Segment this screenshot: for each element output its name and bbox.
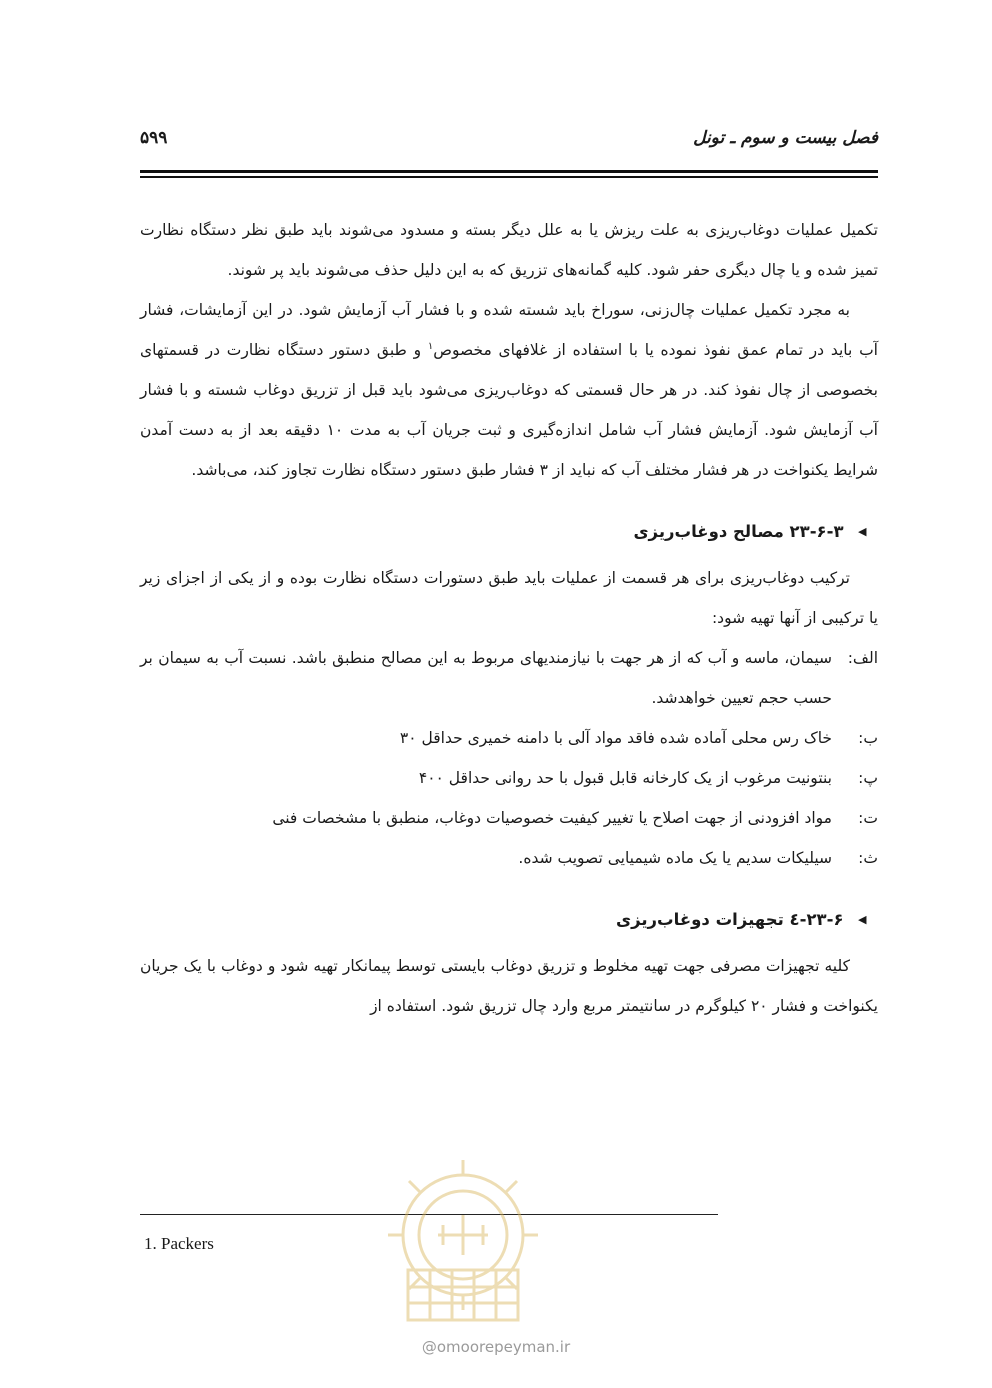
chapter-title: فصل بیست و سوم ـ تونل [693, 128, 878, 148]
list-item [140, 758, 878, 798]
list-item-text: مواد افزودنی از جهت اصلاح یا تغییر کیفیت خصوصیات دوغاب، منطبق با مشخصات فنی [272, 809, 832, 827]
watermark-url: @omoorepeyman.ir [421, 1338, 571, 1356]
list-item-text: خاک رس محلی آماده شده فاقد مواد آلی با دامنه خمیری حداقل ۳۰ [399, 729, 832, 747]
main-content [140, 210, 878, 1026]
paragraph-2-part-b: و طبق دستور دستگاه نظارت در قسمتهای بخصوصی از چال نفوذ کند. در هر حال قسمتی که دوغاب‌ریزی می‌شود باید قبل از تزریق دوغاب شسته و با فشار آب آزمایش شود. آزمایش فشار آب شامل اندازه‌گیری و ثبت جریان آب به مدت ۱۰ دقیقه بعد از به دست آمدن شرایط یکنواخت در هر فشار مختلف آب که نباید از ۳ فشار طبق دستور دستگاه نظارت تجاوز کند، می‌باشد. [140, 341, 878, 479]
paragraph-2 [140, 290, 878, 490]
paragraph-4: کلیه تجهیزات مصرفی جهت تهیه مخلوط و تزریق دوغاب بایستی توسط پیمانکار تهیه شود و دوغاب با یک جریان یکنواخت و فشار ۲۰ کیلوگرم در سانتیمتر مربع وارد چال تزریق شود. استفاده از [140, 957, 878, 1015]
bullet-triangle-icon: ▶ [857, 525, 866, 538]
header-rule-thin [140, 176, 878, 178]
paragraph-1: تکمیل عملیات دوغاب‌ریزی به علت ریزش یا به علل دیگر بسته و مسدود می‌شوند باید طبق نظر دستگاه نظارت تمیز شده و یا چال دیگری حفر شود. کلیه گمانه‌های تزریق که به این دلیل حذف می‌شوند باید پر شوند. [140, 221, 878, 279]
section-heading-materials-text: ۲۳-۶-۳ مصالح دوغاب‌ریزی [633, 522, 844, 541]
list-item-marker: ث: [858, 849, 878, 867]
bullet-triangle-icon: ▶ [857, 913, 866, 926]
list-item-text: سیمان، ماسه و آب که از هر جهت با نیازمندیهای مربوط به این مصالح منطبق باشد. نسبت آب به سیمان بر حسب حجم تعیین خواهدشد. [140, 649, 832, 707]
footnote-rule [140, 1214, 718, 1215]
list-item-text: بنتونیت مرغوب از یک کارخانه قابل قبول با حد روانی حداقل ۴۰۰ [418, 769, 832, 787]
list-item-marker: ب: [858, 729, 878, 747]
page-header [140, 128, 878, 158]
paragraph-2-part-a: به مجرد تکمیل عملیات چال‌زنی، سوراخ باید شسته شده و با فشار آب آزمایش شود. در این آزمایشات، فشار آب باید در تمام عمق نفوذ نموده یا با استفاده از غلافهای مخصوص [140, 301, 878, 359]
watermark-logo-icon [378, 1140, 548, 1330]
materials-list [140, 638, 878, 878]
list-item-marker: پ: [858, 769, 878, 787]
page-number: ۵۹۹ [140, 128, 168, 148]
section-heading-equipment [140, 900, 878, 940]
list-item-marker: الف: [847, 649, 878, 667]
footnote: 1. Packers [144, 1234, 214, 1253]
list-item [140, 838, 878, 878]
list-item-text: سیلیکات سدیم یا یک ماده شیمیایی تصویب شده. [518, 849, 832, 867]
list-item [140, 638, 878, 718]
section-heading-materials [140, 512, 878, 552]
section-heading-equipment-text: ۲۳-۶-٤ تجهیزات دوغاب‌ریزی [615, 910, 844, 929]
paragraph-3: ترکیب دوغاب‌ریزی برای هر قسمت از عملیات باید طبق دستورات دستگاه نظارت بوده و از یکی از اجزای زیر یا ترکیبی از آنها تهیه شود: [140, 569, 878, 627]
list-item-marker: ت: [858, 809, 878, 827]
list-item [140, 718, 878, 758]
header-rule-thick [140, 170, 878, 173]
footnote-reference: ۱ [427, 340, 434, 352]
list-item [140, 798, 878, 838]
